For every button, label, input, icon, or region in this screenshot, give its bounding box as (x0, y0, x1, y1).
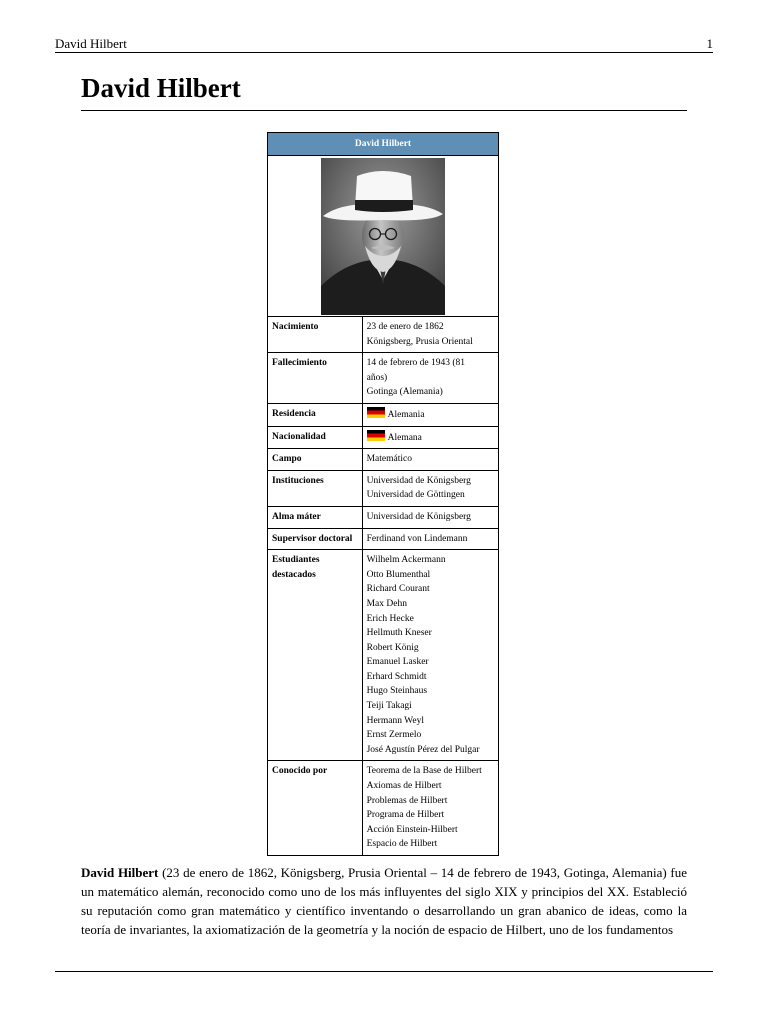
infobox-value-line: Problemas de Hilbert (366, 795, 448, 806)
title-rule (81, 110, 687, 111)
infobox-value-line: Matemático (366, 454, 412, 465)
infobox-label: Estudiantes destacados (268, 550, 363, 761)
infobox-label: Nacionalidad (268, 426, 363, 449)
infobox-value-line: Gotinga (Alemania) (366, 387, 443, 398)
infobox-value-line: Ferdinand von Lindemann (366, 533, 468, 544)
infobox-value-line: Hellmuth Kneser (366, 628, 432, 639)
infobox-row (268, 449, 499, 471)
lead-name: David Hilbert (81, 865, 159, 880)
page-title: David Hilbert (81, 73, 241, 103)
infobox-value-line: años) (366, 372, 388, 383)
german-flag-icon (367, 430, 385, 441)
infobox-label: Conocido por (268, 761, 363, 856)
footer-rule (55, 971, 713, 972)
infobox-value-line: Max Dehn (366, 598, 407, 609)
infobox-value-line: Teiji Takagi (366, 701, 412, 712)
infobox-label: Residencia (268, 403, 363, 426)
page-number: 1 (706, 36, 713, 51)
infobox-value (362, 449, 498, 471)
infobox-row (268, 550, 499, 761)
infobox-value-line: Acción Einstein-Hilbert (366, 824, 458, 835)
infobox-value-line (367, 430, 494, 446)
infobox-value-line: Königsberg, Prusia Oriental (366, 336, 473, 347)
infobox-heading: David Hilbert (268, 133, 499, 156)
lead-paragraph (81, 863, 687, 939)
infobox-value (362, 426, 498, 449)
infobox-label: Supervisor doctoral (268, 528, 363, 550)
infobox-value-line: Emanuel Lasker (366, 657, 429, 668)
infobox-label: Fallecimiento (268, 353, 363, 404)
infobox-value-text: Alemana (387, 432, 422, 443)
infobox-label: Nacimiento (268, 317, 363, 353)
infobox-photo-row (268, 156, 499, 317)
infobox-heading-row (268, 133, 499, 156)
infobox-value (362, 506, 498, 528)
running-header (55, 36, 713, 53)
infobox-value-line: Erhard Schmidt (366, 671, 427, 682)
infobox-value-line (367, 407, 494, 423)
infobox-value-line: Ernst Zermelo (366, 730, 422, 741)
infobox-value-line: Hermann Weyl (366, 715, 424, 726)
infobox-value (362, 550, 498, 761)
infobox-photo-cell (268, 156, 499, 317)
infobox-value-line: Universidad de Königsberg (366, 475, 471, 486)
infobox-value-line: Otto Blumenthal (366, 569, 431, 580)
infobox-row (268, 353, 499, 404)
infobox-value (362, 528, 498, 550)
infobox-row (268, 426, 499, 449)
infobox-value-line: Hugo Steinhaus (366, 686, 428, 697)
infobox-row (268, 528, 499, 550)
infobox-value-line: 23 de enero de 1862 (366, 322, 444, 332)
infobox-value-line: Wilhelm Ackermann (366, 555, 446, 566)
running-header-title: David Hilbert (55, 36, 127, 51)
infobox-row (268, 317, 499, 353)
infobox-value-line: 14 de febrero de 1943 (81 (366, 358, 466, 369)
infobox-value-line: Richard Courant (366, 584, 430, 595)
infobox-row (268, 506, 499, 528)
portrait-photo (321, 158, 445, 315)
german-flag-icon (367, 407, 385, 418)
infobox-value-line: Programa de Hilbert (366, 810, 445, 821)
infobox-row (268, 403, 499, 426)
infobox-value-line: Universidad de Göttingen (366, 490, 465, 501)
infobox-label: Alma máter (268, 506, 363, 528)
infobox-value (362, 470, 498, 506)
infobox-value-text: Alemania (387, 409, 425, 420)
infobox-label: Campo (268, 449, 363, 471)
infobox-value (362, 403, 498, 426)
infobox-value-line: Espacio de Hilbert (366, 839, 438, 850)
lead-text: (23 de enero de 1862, Königsberg, Prusia Oriental – 14 de febrero de 1943, Gotinga, Alemania) fue un matemático alemán, reconocido como uno de los más influyentes del siglo XIX y principios del XX. Estableció su reputación como gran matemático y científico inventando o desarrollando un gran abanico de ideas, como la teoría de invariantes, la axiomatización de la geometría y la noción de espacio de Hilbert, uno de los fundamentos (81, 865, 687, 937)
infobox-value-line: Teorema de la Base de Hilbert (366, 766, 482, 777)
infobox-value (362, 761, 498, 856)
infobox-value (362, 353, 498, 404)
infobox-label: Instituciones (268, 470, 363, 506)
infobox (267, 132, 499, 856)
infobox-value-line: Universidad de Königsberg (366, 511, 471, 522)
infobox-value-line: José Agustín Pérez del Pulgar (366, 744, 480, 755)
infobox-value (362, 317, 498, 353)
infobox-value-line: Axiomas de Hilbert (366, 781, 442, 792)
infobox-row (268, 761, 499, 856)
infobox-value-line: Erich Hecke (366, 613, 414, 624)
infobox-row (268, 470, 499, 506)
infobox-value-line: Robert König (366, 642, 419, 653)
